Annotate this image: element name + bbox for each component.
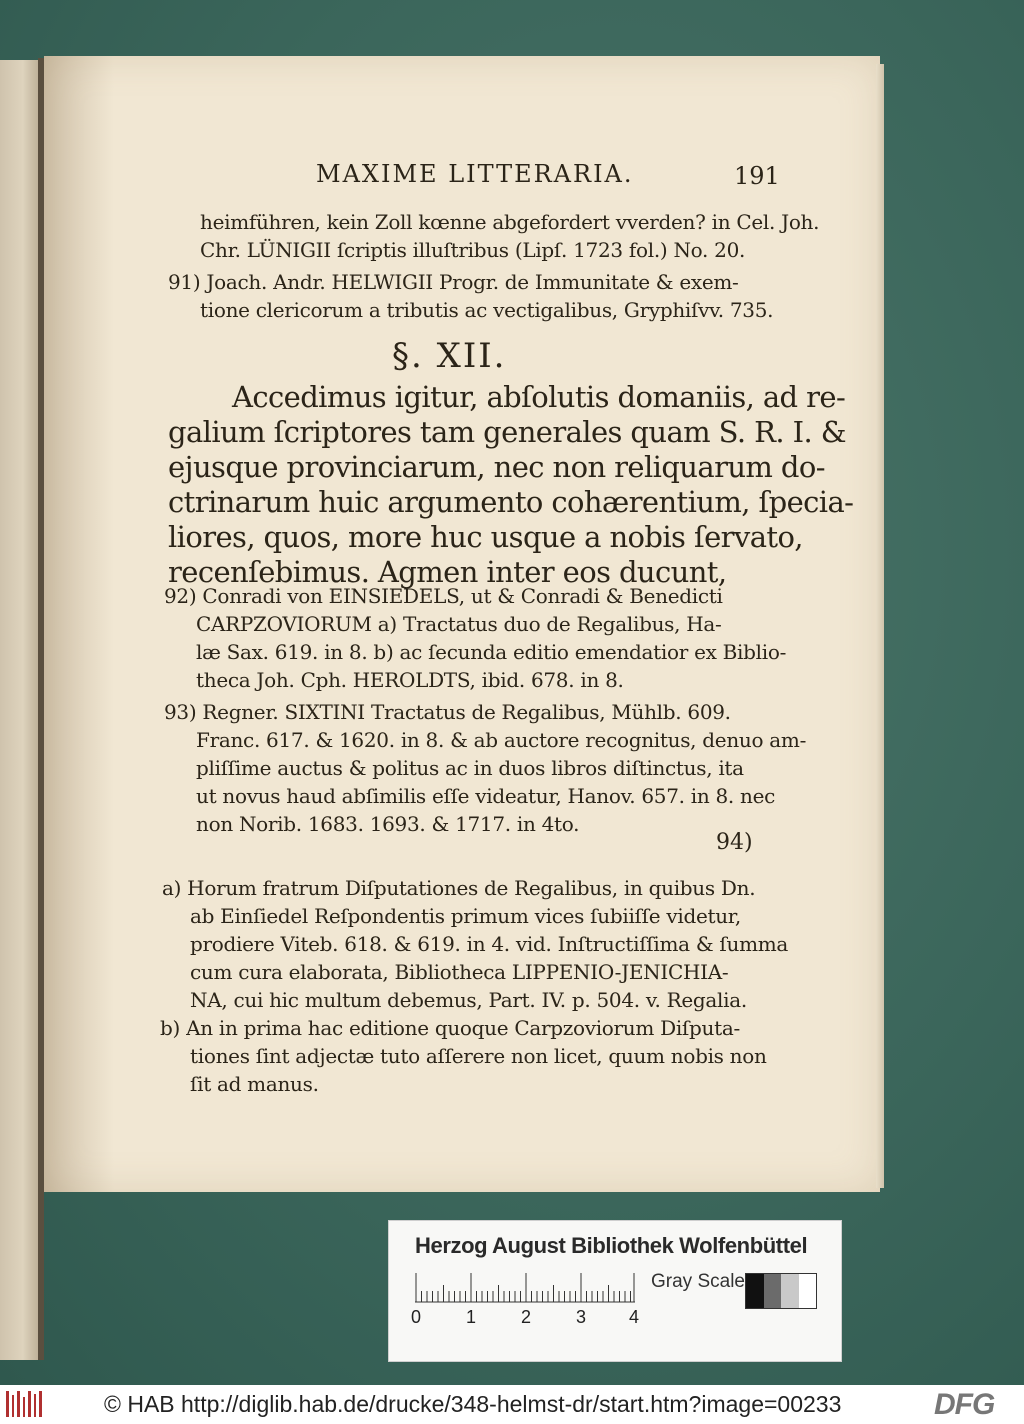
copyright-url[interactable]: © HAB http://diglib.hab.de/drucke/348-helmst-dr/start.htm?image=00233 xyxy=(104,1391,842,1417)
gray-scale-swatch xyxy=(745,1273,817,1309)
entry-line: non Norib. 1683. 1693. & 1717. in 4to. xyxy=(196,812,580,836)
body-line: galium ſcriptores tam generales quam S. R. I. & xyxy=(168,415,846,449)
top-note-line: 91) Joach. Andr. HELWIGII Progr. de Immunitate & exem- xyxy=(168,270,739,294)
ruler-number: 3 xyxy=(576,1307,587,1327)
top-note-line: heimführen, kein Zoll kœnne abgefordert vverden? in Cel. Joh. xyxy=(200,210,820,234)
page-fore-edge xyxy=(876,64,884,1188)
footnote-line: ab Einſiedel Reſpondentis primum vices ſubiiſſe videtur, xyxy=(190,904,741,928)
footnote-line: b) An in prima hac editione quoque Carpzoviorum Diſputa- xyxy=(160,1016,740,1040)
entry-line: pliſſime auctus & politus ac in duos libros diſtinctus, ita xyxy=(196,756,744,780)
barcode-icon xyxy=(6,1391,44,1417)
library-plaque xyxy=(388,1220,842,1362)
section-heading: §. XII. xyxy=(392,336,507,376)
body-line: ejusque provinciarum, nec non reliquarum do- xyxy=(168,450,825,484)
dfg-logo: DFG xyxy=(934,1388,995,1421)
footnote-line: ſit ad manus. xyxy=(190,1072,319,1096)
entry-line: CARPZOVIORUM a) Tractatus duo de Regalibus, Ha- xyxy=(196,612,722,636)
body-line: ctrinarum huic argumento cohærentium, ſpecia- xyxy=(168,485,854,519)
entry-line: theca Joh. Cph. HEROLDTS, ibid. 678. in 8. xyxy=(196,668,624,692)
catchword: 94) xyxy=(716,830,753,855)
ruler-number: 0 xyxy=(411,1307,422,1327)
top-note-line: Chr. LÜNIGII ſcriptis illuſtribus (Lipſ. 1723 fol.) No. 20. xyxy=(200,238,746,262)
body-line: liores, quos, more huc usque a nobis ſervato, xyxy=(168,520,803,554)
entry-line: læ Sax. 619. in 8. b) ac ſecunda editio emendatior ex Biblio- xyxy=(196,640,787,664)
ruler-scale xyxy=(415,1273,635,1303)
entry-line: 92) Conradi von EINSIEDELS, ut & Conradi & Benedicti xyxy=(164,584,723,608)
gray-scale-label: Gray Scale xyxy=(651,1271,745,1292)
plaque-title: Herzog August Bibliothek Wolfenbüttel xyxy=(415,1233,808,1258)
entry-line: Franc. 617. & 1620. in 8. & ab auctore recognitus, denuo am- xyxy=(196,728,807,752)
entry-line: 93) Regner. SIXTINI Tractatus de Regalibus, Mühlb. 609. xyxy=(164,700,731,724)
footnote-line: a) Horum fratrum Diſputationes de Regalibus, in quibus Dn. xyxy=(162,876,756,900)
ruler-number: 4 xyxy=(629,1307,640,1327)
page-number: 191 xyxy=(734,162,780,190)
ruler-number: 1 xyxy=(466,1307,477,1327)
body-line: recenſebimus. Agmen inter eos ducunt, xyxy=(168,555,727,589)
footnote-line: tiones ſint adjectæ tuto aſſerere non licet, quum nobis non xyxy=(190,1044,767,1068)
running-title: MAXIME LITTERARIA. xyxy=(316,160,634,188)
ruler-number: 2 xyxy=(521,1307,532,1327)
page-gutter-shadow xyxy=(44,56,114,1192)
footnote-line: prodiere Viteb. 618. & 619. in 4. vid. Inſtructiſſima & ſumma xyxy=(190,932,789,956)
top-note-line: tione clericorum a tributis ac vectigalibus, Gryphiſvv. 735. xyxy=(200,298,774,322)
body-line: Accedimus igitur, abſolutis domaniis, ad re- xyxy=(232,380,846,414)
footer-bar xyxy=(0,1385,1024,1424)
footnote-line: cum cura elaborata, Bibliotheca LIPPENIO-JENICHIA- xyxy=(190,960,729,984)
facing-page-edge xyxy=(0,60,38,1360)
entry-line: ut novus haud abſimilis eſſe videatur, Hanov. 657. in 8. nec xyxy=(196,784,776,808)
footnote-line: NA, cui hic multum debemus, Part. IV. p. 504. v. Regalia. xyxy=(190,988,747,1012)
